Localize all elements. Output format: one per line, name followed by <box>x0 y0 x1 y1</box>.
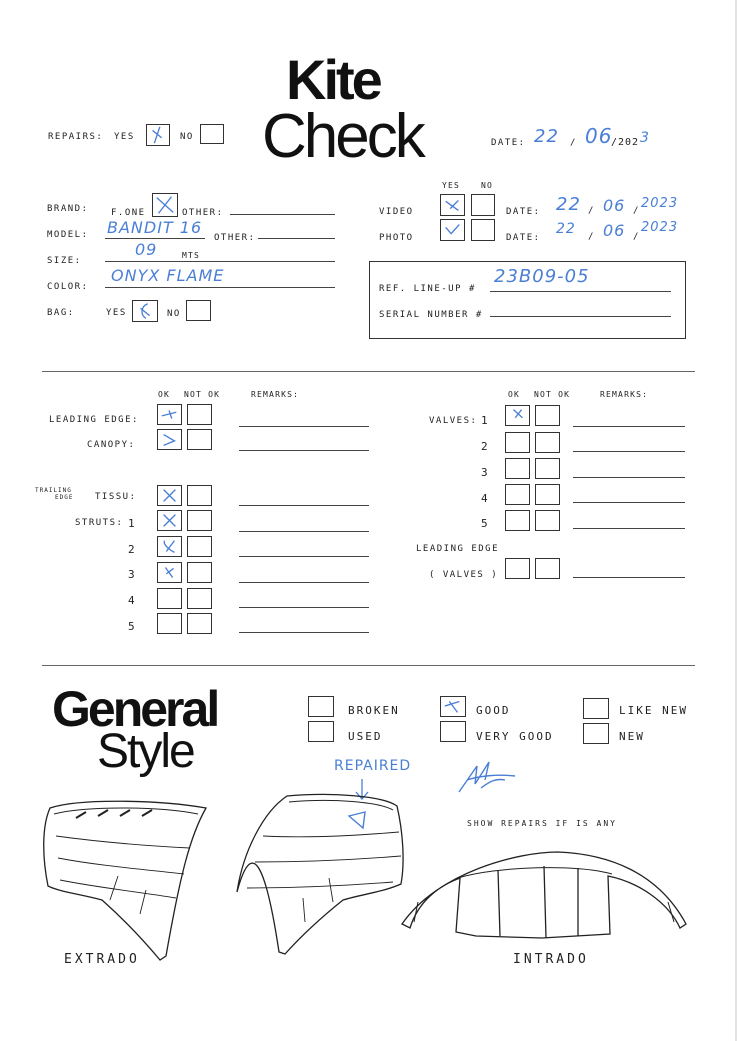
canopy-label: CANOPY: <box>87 440 136 450</box>
tissu-ok-checkbox[interactable] <box>157 485 182 506</box>
ref-value: 23B09-05 <box>494 266 590 287</box>
size-value: 09 <box>135 240 158 259</box>
serial-label: SERIAL NUMBER # <box>379 310 483 320</box>
show-repairs-label: SHOW REPAIRS IF IS ANY <box>467 819 617 828</box>
like-new-label: LIKE NEW <box>619 704 688 717</box>
strut-1-not-ok-checkbox[interactable] <box>187 510 212 531</box>
signature-icon <box>455 758 519 798</box>
valve-number-4: 4 <box>481 492 490 505</box>
video-year: 2023 <box>641 196 679 211</box>
trailing-edge-label-2: EDGE <box>55 494 74 501</box>
good-label: GOOD <box>476 704 511 717</box>
valves-label: VALVES: <box>429 416 478 426</box>
strut-3-not-ok-checkbox[interactable] <box>187 562 212 583</box>
very-good-checkbox[interactable] <box>440 721 466 742</box>
strut-3-ok-checkbox[interactable] <box>157 562 182 583</box>
strut-5-remarks[interactable] <box>239 632 369 633</box>
strut-number-5: 5 <box>128 620 137 633</box>
tissu-remarks[interactable] <box>239 505 369 506</box>
strut-2-remarks[interactable] <box>239 556 369 557</box>
trailing-edge-label-1: TRAILING <box>35 487 72 494</box>
extrado-label: EXTRADO <box>64 952 140 967</box>
valve-number-5: 5 <box>481 517 490 530</box>
bag-label: BAG: <box>47 308 75 318</box>
title-kite: Kite <box>286 48 380 111</box>
strut-4-ok-checkbox[interactable] <box>157 588 182 609</box>
video-no-checkbox[interactable] <box>471 194 495 216</box>
right-ok-header: OK <box>508 390 521 399</box>
repairs-no-checkbox[interactable] <box>200 124 224 144</box>
video-date-sep2: / <box>633 206 640 216</box>
size-unit: MTS <box>182 251 201 260</box>
ref-label: REF. LINE-UP # <box>379 284 476 294</box>
repairs-yes-checkbox[interactable] <box>146 124 170 146</box>
valve-3-remarks[interactable] <box>573 477 685 478</box>
valve-number-1: 1 <box>481 414 490 427</box>
canopy-not-ok-checkbox[interactable] <box>187 429 212 450</box>
valve-4-ok-checkbox[interactable] <box>505 484 530 505</box>
date-label: DATE: <box>491 138 526 148</box>
valve-4-not-ok-checkbox[interactable] <box>535 484 560 505</box>
strut-2-ok-checkbox[interactable] <box>157 536 182 557</box>
photo-date-sep2: / <box>633 232 640 242</box>
photo-label: PHOTO <box>379 233 414 243</box>
model-other-label: OTHER: <box>214 233 256 243</box>
repaired-note: REPAIRED <box>334 758 412 774</box>
photo-no-checkbox[interactable] <box>471 219 495 241</box>
used-checkbox[interactable] <box>308 721 334 742</box>
video-date-label: DATE: <box>506 207 541 217</box>
left-not-ok-header: NOT OK <box>184 390 221 399</box>
canopy-remarks[interactable] <box>239 450 369 451</box>
ref-field[interactable] <box>490 291 671 292</box>
date-year-hand: 3 <box>640 130 650 146</box>
model-other-field[interactable] <box>258 238 335 239</box>
valve-2-not-ok-checkbox[interactable] <box>535 432 560 453</box>
video-label: VIDEO <box>379 207 414 217</box>
video-day: 22 <box>556 194 581 215</box>
brand-value: F.ONE <box>111 208 146 218</box>
extrado-right-kite-icon <box>233 792 413 962</box>
strut-1-ok-checkbox[interactable] <box>157 510 182 531</box>
photo-year: 2023 <box>641 220 679 235</box>
size-label: SIZE: <box>47 256 82 266</box>
intrado-label: INTRADO <box>513 952 589 967</box>
valve-1-remarks[interactable] <box>573 426 685 427</box>
divider-bottom <box>42 665 695 666</box>
leading-edge-ok-checkbox[interactable] <box>157 404 182 425</box>
left-ok-header: OK <box>158 390 171 399</box>
new-checkbox[interactable] <box>583 723 609 744</box>
extrado-left-kite-icon <box>40 796 220 966</box>
model-value: BANDIT 16 <box>107 218 203 237</box>
valve-5-ok-checkbox[interactable] <box>505 510 530 531</box>
right-remarks-header: REMARKS: <box>600 390 649 399</box>
bag-no-label: NO <box>167 309 181 319</box>
title-check: Check <box>262 102 423 171</box>
strut-4-not-ok-checkbox[interactable] <box>187 588 212 609</box>
bag-no-checkbox[interactable] <box>186 300 211 321</box>
le-valves-label: LEADING EDGE <box>416 544 500 554</box>
leading-edge-label: LEADING EDGE: <box>49 415 139 425</box>
very-good-label: VERY GOOD <box>476 730 554 743</box>
photo-yes-checkbox[interactable] <box>440 219 465 241</box>
le-valves-ok-checkbox[interactable] <box>505 558 530 579</box>
struts-label: STRUTS: <box>75 518 124 528</box>
date-day: 22 <box>534 126 559 147</box>
video-date-sep1: / <box>588 206 595 216</box>
canopy-ok-checkbox[interactable] <box>157 429 182 450</box>
valve-number-2: 2 <box>481 440 490 453</box>
color-value: ONYX FLAME <box>111 266 225 285</box>
bag-yes-label: YES <box>106 308 127 318</box>
valve-4-remarks[interactable] <box>573 502 685 503</box>
used-label: USED <box>348 730 383 743</box>
strut-number-3: 3 <box>128 568 137 581</box>
strut-3-remarks[interactable] <box>239 582 369 583</box>
repairs-label: REPAIRS: <box>48 132 104 142</box>
strut-number-1: 1 <box>128 517 137 530</box>
valve-number-3: 3 <box>481 466 490 479</box>
valve-5-remarks[interactable] <box>573 528 685 529</box>
model-label: MODEL: <box>47 230 89 240</box>
photo-date-sep1: / <box>588 232 595 242</box>
strut-4-remarks[interactable] <box>239 607 369 608</box>
video-month: 06 <box>603 196 626 215</box>
strut-number-2: 2 <box>128 543 137 556</box>
date-month: 06 <box>585 124 613 148</box>
photo-month: 06 <box>603 221 626 240</box>
size-field[interactable] <box>105 261 335 262</box>
video-yes-checkbox[interactable] <box>440 194 465 216</box>
tissu-not-ok-checkbox[interactable] <box>187 485 212 506</box>
valve-3-not-ok-checkbox[interactable] <box>535 458 560 479</box>
valve-1-ok-checkbox[interactable] <box>505 405 530 426</box>
le-valves-paren-label: ( VALVES ) <box>429 570 499 580</box>
media-yes-header: YES <box>442 181 461 190</box>
new-label: NEW <box>619 730 645 743</box>
strut-5-ok-checkbox[interactable] <box>157 613 182 634</box>
valve-5-not-ok-checkbox[interactable] <box>535 510 560 531</box>
repairs-no-label: NO <box>180 132 194 142</box>
serial-field[interactable] <box>490 316 671 317</box>
repairs-yes-label: YES <box>114 132 135 142</box>
good-checkbox[interactable] <box>440 696 466 717</box>
valve-2-remarks[interactable] <box>573 451 685 452</box>
color-field[interactable] <box>105 287 335 288</box>
valve-1-not-ok-checkbox[interactable] <box>535 405 560 426</box>
divider-top <box>42 371 695 372</box>
right-not-ok-header: NOT OK <box>534 390 571 399</box>
media-no-header: NO <box>481 181 494 190</box>
broken-checkbox[interactable] <box>308 696 334 717</box>
le-valves-not-ok-checkbox[interactable] <box>535 558 560 579</box>
tissu-label: TISSU: <box>95 492 137 502</box>
color-label: COLOR: <box>47 282 89 292</box>
strut-5-not-ok-checkbox[interactable] <box>187 613 212 634</box>
left-remarks-header: REMARKS: <box>251 390 300 399</box>
general-title: General <box>52 681 218 737</box>
leading-edge-remarks[interactable] <box>239 426 369 427</box>
style-title: Style <box>97 725 194 778</box>
brand-other-label: OTHER: <box>182 208 224 218</box>
strut-number-4: 4 <box>128 594 137 607</box>
date-sep: / <box>570 138 577 148</box>
model-field[interactable] <box>105 238 205 239</box>
photo-day: 22 <box>556 221 576 237</box>
strut-2-not-ok-checkbox[interactable] <box>187 536 212 557</box>
valve-2-ok-checkbox[interactable] <box>505 432 530 453</box>
date-year-printed: /202 <box>611 137 640 148</box>
bag-yes-checkbox[interactable] <box>132 300 158 322</box>
intrado-kite-icon <box>398 842 692 942</box>
brand-other-field[interactable] <box>230 214 335 215</box>
brand-label: BRAND: <box>47 204 89 214</box>
like-new-checkbox[interactable] <box>583 698 609 719</box>
photo-date-label: DATE: <box>506 233 541 243</box>
valve-3-ok-checkbox[interactable] <box>505 458 530 479</box>
leading-edge-not-ok-checkbox[interactable] <box>187 404 212 425</box>
le-valves-remarks[interactable] <box>573 577 685 578</box>
strut-1-remarks[interactable] <box>239 531 369 532</box>
broken-label: BROKEN <box>348 704 400 717</box>
brand-checkbox[interactable] <box>152 193 178 217</box>
